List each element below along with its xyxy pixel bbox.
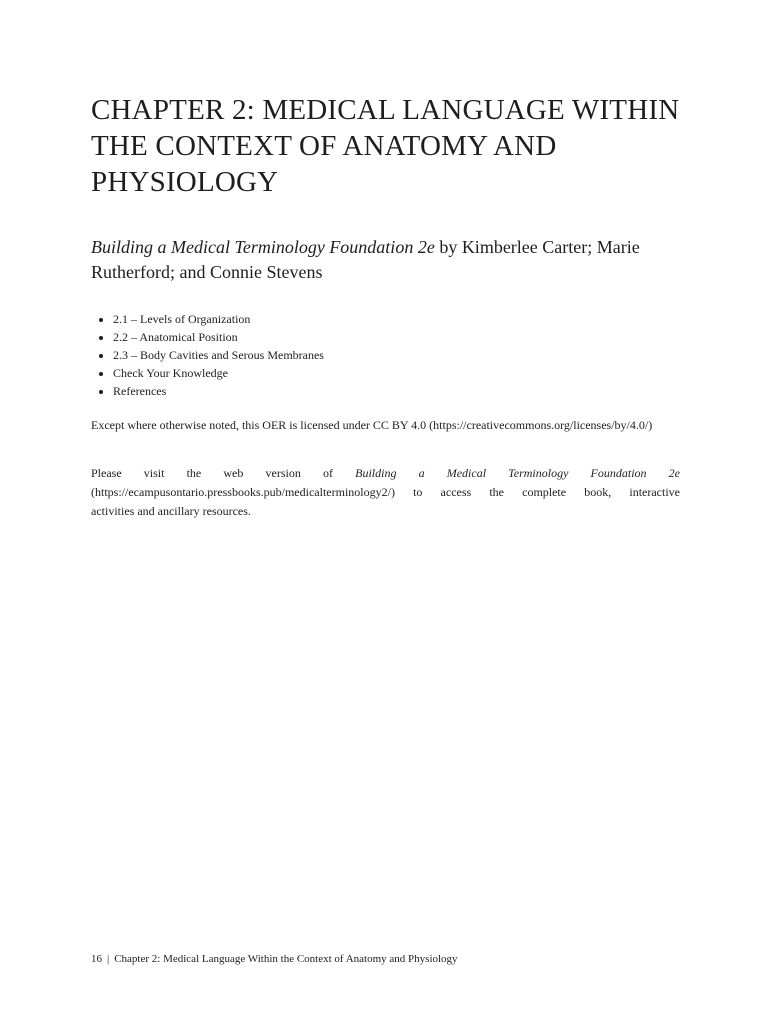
byline xyxy=(91,235,691,285)
chapter-title: CHAPTER 2: MEDICAL LANGUAGE WITHIN THE CONTEXT OF ANATOMY AND PHYSIOLOGY xyxy=(91,94,680,198)
page-footer xyxy=(91,952,458,966)
visit-suffix: activities and ancillary resources. xyxy=(91,504,251,518)
visit-url-line[interactable]: (https://ecampusontario.pressbooks.pub/medicalterminology2/) to access the complete book, interactive xyxy=(91,485,680,499)
byline-authors: Kimberlee Carter; Marie Rutherford; and Connie Stevens xyxy=(91,237,640,282)
section-link[interactable]: 2.3 – Body Cavities and Serous Membranes xyxy=(113,348,324,362)
visit-book-title: Building a Medical Terminology Foundation 2e xyxy=(355,466,681,480)
running-title: Chapter 2: Medical Language Within the Context of Anatomy and Physiology xyxy=(114,953,458,965)
section-list-item[interactable] xyxy=(113,328,324,346)
license-paragraph: Except where otherwise noted, this OER is licensed under CC BY 4.0 (https://creativecommons.org/licenses/by/4.0/) xyxy=(91,418,653,432)
section-link[interactable]: Check Your Knowledge xyxy=(113,366,228,380)
page-number: 16 xyxy=(91,953,102,965)
section-list-item[interactable] xyxy=(113,364,324,382)
visit-paragraph xyxy=(91,464,680,521)
section-link[interactable]: 2.1 – Levels of Organization xyxy=(113,312,251,326)
section-link[interactable]: 2.2 – Anatomical Position xyxy=(113,330,238,344)
visit-line-1 xyxy=(91,464,680,483)
section-link[interactable]: References xyxy=(113,384,167,398)
section-list-item[interactable] xyxy=(113,310,324,328)
visit-prefix: Please visit the web version of xyxy=(91,466,356,480)
section-list-item[interactable] xyxy=(113,346,324,364)
footer-separator: | xyxy=(107,953,110,965)
byline-connector: by xyxy=(434,237,462,257)
section-list-item[interactable] xyxy=(113,382,324,400)
byline-book-title: Building a Medical Terminology Foundation 2e xyxy=(91,237,435,257)
section-list xyxy=(91,310,324,400)
